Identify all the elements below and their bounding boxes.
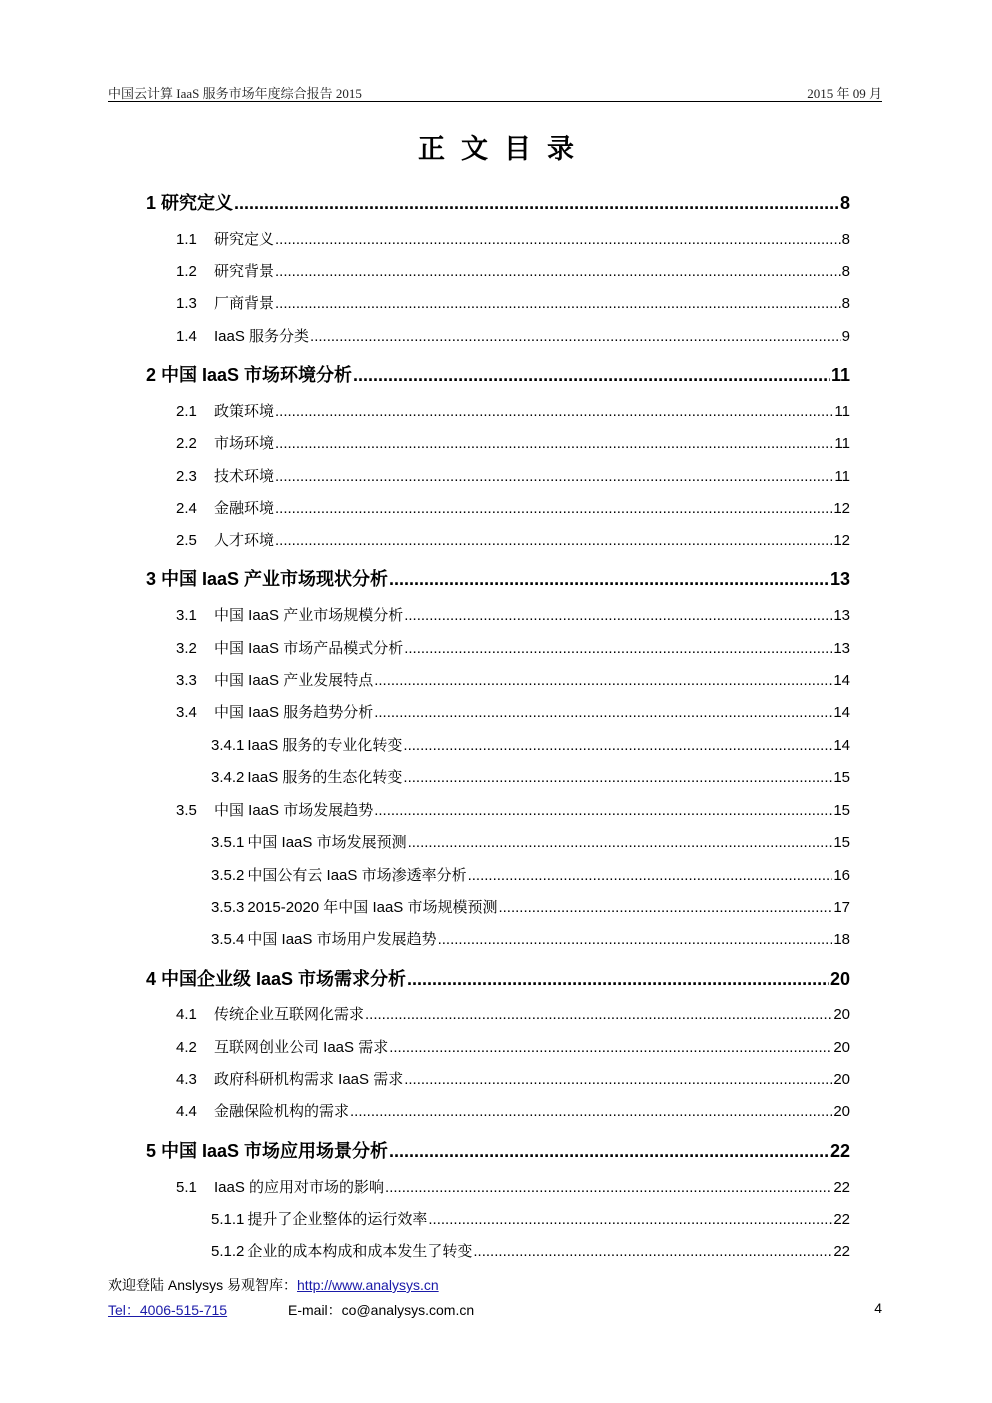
toc-entry-number: 1.1 <box>176 231 197 248</box>
toc-entry-title: 中国 IaaS 产业市场现状分析 <box>161 569 389 589</box>
toc-entry-title: 中国 IaaS 市场发展预测 <box>247 834 407 851</box>
toc-entry-number: 5.1.1 <box>211 1211 245 1228</box>
toc-entry-title: 提升了企业整体的运行效率 <box>247 1211 428 1228</box>
toc-dot-leader <box>353 364 830 386</box>
toc-entry-page: 15 <box>833 802 850 819</box>
toc-entry[interactable] <box>176 326 850 348</box>
toc-dot-leader <box>428 1209 832 1231</box>
toc-entry[interactable] <box>211 929 850 951</box>
toc-entry-title: IaaS 服务分类 <box>214 328 310 345</box>
toc-entry[interactable] <box>176 229 850 251</box>
toc-entry[interactable] <box>211 897 850 919</box>
toc-entry-title: 中国 IaaS 市场环境分析 <box>161 365 353 385</box>
toc-entry[interactable] <box>176 433 850 455</box>
footer-line-2 <box>108 1300 882 1320</box>
toc-entry[interactable] <box>211 767 850 789</box>
toc-entry[interactable] <box>176 466 850 488</box>
toc-dot-leader <box>365 1004 832 1026</box>
toc-entry-page: 22 <box>833 1243 850 1260</box>
toc-entry-title: 中国企业级 IaaS 市场需求分析 <box>161 969 407 989</box>
header-date: 2015 年 09 月 <box>807 86 882 101</box>
toc-entry-number: 5.1.2 <box>211 1243 245 1260</box>
toc-entry-page: 20 <box>833 1039 850 1056</box>
toc-entry-title: 技术环境 <box>214 468 275 485</box>
toc-entry[interactable] <box>176 670 850 692</box>
toc-entry-page: 20 <box>833 1071 850 1088</box>
toc-entry-title: IaaS 服务的专业化转变 <box>247 737 403 754</box>
toc-dot-leader <box>275 498 832 520</box>
toc-entry-title: 金融保险机构的需求 <box>214 1103 350 1120</box>
toc-dot-leader <box>389 1140 829 1162</box>
toc-entry-number: 3.3 <box>176 672 197 689</box>
toc-entry[interactable] <box>176 605 850 627</box>
toc-entry[interactable] <box>176 1037 850 1059</box>
toc-entry-number: 3 <box>146 569 157 589</box>
toc-entry-title: 互联网创业公司 IaaS 需求 <box>214 1039 389 1056</box>
toc-entry[interactable] <box>176 293 850 315</box>
toc-entry[interactable] <box>211 865 850 887</box>
toc-entry-number: 4.3 <box>176 1071 197 1088</box>
footer-tel-link[interactable]: Tel：4006-515-715 <box>108 1302 228 1318</box>
toc-entry-number: 3.4 <box>176 704 197 721</box>
toc-dot-leader <box>498 897 832 919</box>
toc-entry[interactable] <box>146 568 850 590</box>
toc-entry-number: 1.2 <box>176 263 197 280</box>
toc-entry[interactable] <box>176 800 850 822</box>
toc-entry-page: 13 <box>833 640 850 657</box>
toc-dot-leader <box>407 968 829 990</box>
toc-entry-title: IaaS 的应用对市场的影响 <box>214 1179 385 1196</box>
toc-entry-page: 20 <box>833 1103 850 1120</box>
toc-entry-title: 中国 IaaS 市场产品模式分析 <box>214 640 404 657</box>
toc-entry-page: 12 <box>833 500 850 517</box>
toc-dot-leader <box>473 1241 832 1263</box>
toc-entry-page: 20 <box>829 969 850 989</box>
toc-entry-page: 20 <box>833 1006 850 1023</box>
toc-entry-title: 中国 IaaS 市场应用场景分析 <box>161 1141 389 1161</box>
toc-entry-page: 15 <box>833 834 850 851</box>
toc-entry-page: 13 <box>833 607 850 624</box>
toc-entry-page: 14 <box>833 704 850 721</box>
toc-entry-number: 2.1 <box>176 403 197 420</box>
toc-entry[interactable] <box>146 192 850 214</box>
toc-entry-title: 市场环境 <box>214 435 275 452</box>
toc-entry[interactable] <box>146 968 850 990</box>
toc-entry[interactable] <box>211 1241 850 1263</box>
toc-dot-leader <box>389 1037 832 1059</box>
page-number: 4 <box>874 1300 882 1316</box>
toc-dot-leader <box>275 261 841 283</box>
toc-dot-leader <box>275 530 832 552</box>
toc-dot-leader <box>438 929 833 951</box>
header-report-title: 中国云计算 IaaS 服务市场年度综合报告 2015 <box>108 86 362 101</box>
toc-entry-title: 2015-2020 年中国 IaaS 市场规模预测 <box>247 899 498 916</box>
toc-dot-leader <box>310 326 841 348</box>
toc-dot-leader <box>468 865 833 887</box>
toc-entry-number: 2.5 <box>176 532 197 549</box>
toc-entry-number: 5 <box>146 1141 157 1161</box>
toc-entry-page: 16 <box>833 867 850 884</box>
toc-entry-page: 11 <box>830 365 850 385</box>
toc-entry-number: 4.2 <box>176 1039 197 1056</box>
toc-entry[interactable] <box>176 498 850 520</box>
toc-dot-leader <box>350 1101 832 1123</box>
toc-entry[interactable] <box>176 1069 850 1091</box>
toc-entry-page: 8 <box>841 263 850 280</box>
toc-entry[interactable] <box>176 702 850 724</box>
toc-entry-page: 11 <box>834 468 850 485</box>
toc-entry-title: 政策环境 <box>214 403 275 420</box>
toc-entry-page: 14 <box>833 737 850 754</box>
toc-entry-number: 2.2 <box>176 435 197 452</box>
toc-entry-title: 中国 IaaS 服务趋势分析 <box>214 704 374 721</box>
toc-entry-number: 3.5 <box>176 802 197 819</box>
toc-entry-page: 11 <box>834 435 850 452</box>
toc-entry-number: 1.3 <box>176 295 197 312</box>
toc-dot-leader <box>385 1177 832 1199</box>
toc-entry-title: 人才环境 <box>214 532 275 549</box>
toc-entry-title: 厂商背景 <box>214 295 275 312</box>
toc-entry-number: 2.4 <box>176 500 197 517</box>
toc-entry-number: 3.1 <box>176 607 197 624</box>
toc-entry-title: 政府科研机构需求 IaaS 需求 <box>214 1071 404 1088</box>
toc-dot-leader <box>408 832 833 854</box>
toc-entry-number: 3.4.2 <box>211 769 245 786</box>
toc-entry[interactable] <box>211 1209 850 1231</box>
toc-entry-page: 14 <box>833 672 850 689</box>
toc-entry-page: 8 <box>841 231 850 248</box>
toc-dot-leader <box>275 293 841 315</box>
toc-entry-title: 中国公有云 IaaS 市场渗透率分析 <box>247 867 467 884</box>
toc-entry-page: 9 <box>841 328 850 345</box>
toc-entry-page: 18 <box>833 931 850 948</box>
toc-entry-page: 11 <box>834 403 850 420</box>
toc-entry-number: 4.4 <box>176 1103 197 1120</box>
toc-dot-leader <box>275 433 833 455</box>
toc-entry-page: 13 <box>829 569 850 589</box>
toc-entry-number: 1.4 <box>176 328 197 345</box>
toc-entry-title: 金融环境 <box>214 500 275 517</box>
toc-entry-page: 12 <box>833 532 850 549</box>
toc-dot-leader <box>275 401 833 423</box>
toc-dot-leader <box>403 767 832 789</box>
toc-entry[interactable] <box>176 530 850 552</box>
toc-entry-page: 8 <box>839 193 850 213</box>
toc-entry-number: 3.5.4 <box>211 931 245 948</box>
toc-entry[interactable] <box>146 1140 850 1162</box>
toc-entry-page: 15 <box>833 769 850 786</box>
toc-entry-number: 4.1 <box>176 1006 197 1023</box>
toc-entry-number: 2.3 <box>176 468 197 485</box>
toc-entry[interactable] <box>211 832 850 854</box>
toc-entry-number: 1 <box>146 193 157 213</box>
toc-entry-number: 3.4.1 <box>211 737 245 754</box>
toc-entry-number: 5.1 <box>176 1179 197 1196</box>
footer-line-1 <box>108 1275 882 1295</box>
toc-dot-leader <box>404 1069 832 1091</box>
footer-email: E-mail：co@analysys.com.cn <box>288 1302 475 1318</box>
toc-entry-title: 企业的成本构成和成本发生了转变 <box>247 1243 473 1260</box>
toc-dot-leader <box>374 670 832 692</box>
footer-welcome-text: 欢迎登陆 Anslysys 易观智库： <box>108 1277 298 1293</box>
toc-dot-leader <box>404 605 832 627</box>
toc-dot-leader <box>275 466 833 488</box>
toc-dot-leader <box>403 735 832 757</box>
toc-entry-title: 传统企业互联网化需求 <box>214 1006 365 1023</box>
toc-entry-number: 4 <box>146 969 157 989</box>
page-title: 正文目录 <box>418 134 590 165</box>
toc-entry-page: 8 <box>841 295 850 312</box>
toc-dot-leader <box>374 702 832 724</box>
toc-entry-number: 2 <box>146 365 157 385</box>
toc-entry-number: 3.2 <box>176 640 197 657</box>
toc-entry[interactable] <box>176 1004 850 1026</box>
toc-entry-title: IaaS 服务的生态化转变 <box>247 769 403 786</box>
toc-entry-title: 研究定义 <box>214 231 275 248</box>
toc-entry[interactable] <box>176 1177 850 1199</box>
toc-entry-title: 研究定义 <box>161 193 234 213</box>
toc-entry[interactable] <box>176 401 850 423</box>
toc-entry[interactable] <box>176 1101 850 1123</box>
toc-entry-page: 22 <box>829 1141 850 1161</box>
toc-entry-title: 中国 IaaS 产业市场规模分析 <box>214 607 404 624</box>
toc-entry-number: 3.5.1 <box>211 834 245 851</box>
toc-entry-title: 中国 IaaS 产业发展特点 <box>214 672 374 689</box>
toc-dot-leader <box>275 229 841 251</box>
toc-entry-title: 中国 IaaS 市场用户发展趋势 <box>247 931 437 948</box>
toc-entry-page: 17 <box>833 899 850 916</box>
toc-dot-leader <box>234 192 839 214</box>
toc-entry[interactable] <box>146 364 850 386</box>
toc-entry-page: 22 <box>833 1211 850 1228</box>
toc-entry-number: 3.5.2 <box>211 867 245 884</box>
toc-entry[interactable] <box>176 638 850 660</box>
toc-entry[interactable] <box>211 735 850 757</box>
toc-dot-leader <box>404 638 832 660</box>
toc-dot-leader <box>389 568 829 590</box>
footer-website-link[interactable]: http://www.analysys.cn <box>297 1277 439 1293</box>
toc-dot-leader <box>374 800 832 822</box>
toc-entry-title: 中国 IaaS 市场发展趋势 <box>214 802 374 819</box>
toc-entry-title: 研究背景 <box>214 263 275 280</box>
toc-entry[interactable] <box>176 261 850 283</box>
toc-entry-number: 3.5.3 <box>211 899 245 916</box>
toc-entry-page: 22 <box>833 1179 850 1196</box>
